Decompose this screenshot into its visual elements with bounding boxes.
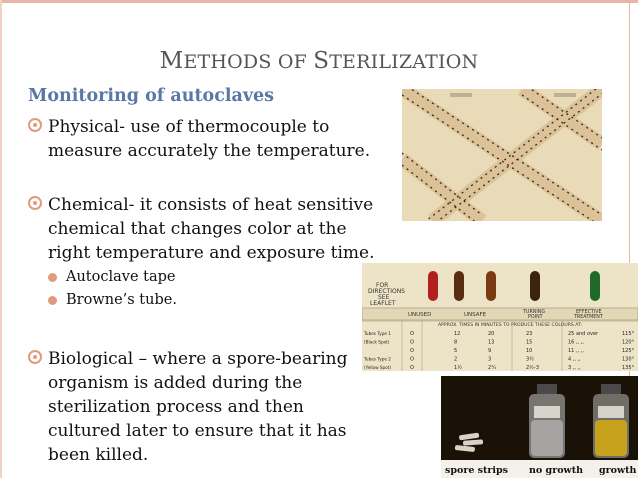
card-cell-o: O bbox=[410, 339, 414, 346]
card-cell-t: 125° bbox=[622, 348, 635, 354]
card-cell-d: 16 ,, ,, bbox=[568, 339, 584, 346]
card-cell-label: (Black Spot) bbox=[364, 339, 390, 345]
bullet-marker bbox=[28, 196, 42, 210]
for-directions-label: FOR DIRECTIONS SEE LEAFLET bbox=[368, 282, 405, 307]
card-cell-t: 120° bbox=[622, 339, 635, 346]
card-cell-t: 130° bbox=[622, 356, 635, 363]
slide-border-top bbox=[0, 0, 638, 3]
bullet-biological bbox=[28, 347, 368, 469]
card-cell-d: 11 ,, ,, bbox=[568, 348, 584, 354]
card-cell-d: 4 ,, ,, bbox=[568, 356, 581, 363]
card-cell-a: 2 bbox=[454, 356, 458, 363]
card-cell-b: 20 bbox=[488, 331, 495, 337]
label-spore-strips: spore strips bbox=[445, 465, 509, 476]
card-cell-d: 3 ,, ,, bbox=[568, 365, 581, 371]
sub-bullet-marker bbox=[48, 273, 57, 282]
bullet-marker bbox=[28, 350, 42, 364]
card-cell-c: 10 bbox=[526, 348, 533, 354]
card-cell-c: 2½-3 bbox=[526, 365, 540, 371]
card-cell-label: Tubes Type 2 bbox=[364, 356, 391, 362]
card-cell-o: O bbox=[410, 348, 414, 354]
card-cell-a: 8 bbox=[454, 339, 458, 346]
card-cell-b: 2¼ bbox=[488, 365, 497, 371]
card-cell-o: O bbox=[410, 356, 414, 363]
bullet-marker bbox=[28, 118, 42, 132]
col-effective: EFFECTIVE TREATMENT bbox=[574, 310, 603, 320]
bullet-text: Physical- use of thermocouple to measure accurately the temperature. bbox=[48, 117, 371, 161]
label-growth: growth bbox=[599, 465, 637, 476]
bullet-text: Chemical- it consists of heat sensitive chemical that changes color at the right temperature and exposure time. bbox=[48, 195, 375, 263]
card-cell-b: 3 bbox=[488, 356, 492, 363]
slide-title: METHODS OF STERILIZATION bbox=[159, 48, 479, 74]
autoclave-tape-photo bbox=[402, 89, 602, 221]
growth-bottle bbox=[593, 384, 629, 458]
bullet-chemical bbox=[28, 193, 398, 267]
card-cell-label: Tubes Type 1 bbox=[364, 331, 391, 336]
approx-times-label: APPROX. TIMES IN MINUTES TO PRODUCE THESE COLOURS AT: bbox=[438, 323, 582, 328]
bullet-physical bbox=[28, 115, 388, 165]
sub-bullet-marker bbox=[48, 296, 57, 305]
card-cell-a: 1½ bbox=[454, 365, 463, 371]
card-cell-t: 135° bbox=[622, 365, 635, 371]
label-no-growth: no growth bbox=[529, 465, 584, 476]
card-cell-d: 25 and over bbox=[568, 331, 599, 337]
slide: METHODS OF STERILIZATION Monitoring of autoclaves Physical- use of thermocouple to measure accurately the temperature. Chemical- it consists of heat sensitive chemical that changes color at the right temperature and exposure time. Autoclave tape Browne’s tube. Biological – where a spore-bearing organism is added during the sterilization process and then cultured later to ensure that it has been killed. FOR DIRECTIONS SEE LEAFLET UNUSED UNSAFE TURNING POINT EFFECTIVE TREATMENT APPROX. TIMES IN MINUTES TO PRODUCE THESE COLOURS AT: Tubes Type 1 O 12 20 23 25 and over 115° (Black Spot) O 8 13 15 16 ,, ,, 120° O 5 9 10 11 ,, ,, 125° Tubes Type 2 O 2 3 3½ 4 ,, ,, 130° (Yellow Spot) O 1½ 2¼ 2½-3 3 ,, ,, 135° spore strips no growth growth bbox=[0, 0, 638, 478]
col-unsafe: UNSAFE bbox=[464, 312, 487, 318]
col-unused: UNUSED bbox=[408, 312, 432, 318]
card-cell-o: O bbox=[410, 331, 414, 337]
card-cell-a: 5 bbox=[454, 348, 458, 354]
brownes-tube-card bbox=[362, 263, 638, 371]
spore-strips-illustration bbox=[441, 376, 638, 478]
card-cell-label: (Yellow Spot) bbox=[364, 365, 392, 370]
card-cell-o: O bbox=[410, 365, 414, 371]
tube-effective bbox=[590, 271, 600, 301]
tube-unsafe-2 bbox=[486, 271, 496, 301]
card-cell-b: 13 bbox=[488, 339, 495, 346]
card-cell-c: 15 bbox=[526, 339, 533, 346]
autoclave-tape-illustration bbox=[402, 89, 602, 221]
card-cell-c: 23 bbox=[526, 331, 533, 337]
card-cell-c: 3½ bbox=[526, 356, 535, 363]
spore-strips-photo bbox=[441, 376, 638, 478]
col-turning: TURNING POINT bbox=[523, 310, 546, 320]
tube-unsafe-1 bbox=[454, 271, 464, 301]
brownes-tube-card-photo bbox=[362, 263, 638, 371]
card-cell-b: 9 bbox=[488, 348, 492, 354]
card-cell-t: 115° bbox=[622, 331, 635, 337]
slide-subtitle: Monitoring of autoclaves bbox=[28, 86, 274, 106]
no-growth-bottle bbox=[529, 384, 565, 458]
tube-turning-point bbox=[530, 271, 540, 301]
bullet-text: Biological – where a spore-bearing organism is added during the sterilization process and then cultured later to ensure that it has been killed. bbox=[48, 349, 348, 465]
card-cell-a: 12 bbox=[454, 331, 461, 337]
tube-unused bbox=[428, 271, 438, 301]
